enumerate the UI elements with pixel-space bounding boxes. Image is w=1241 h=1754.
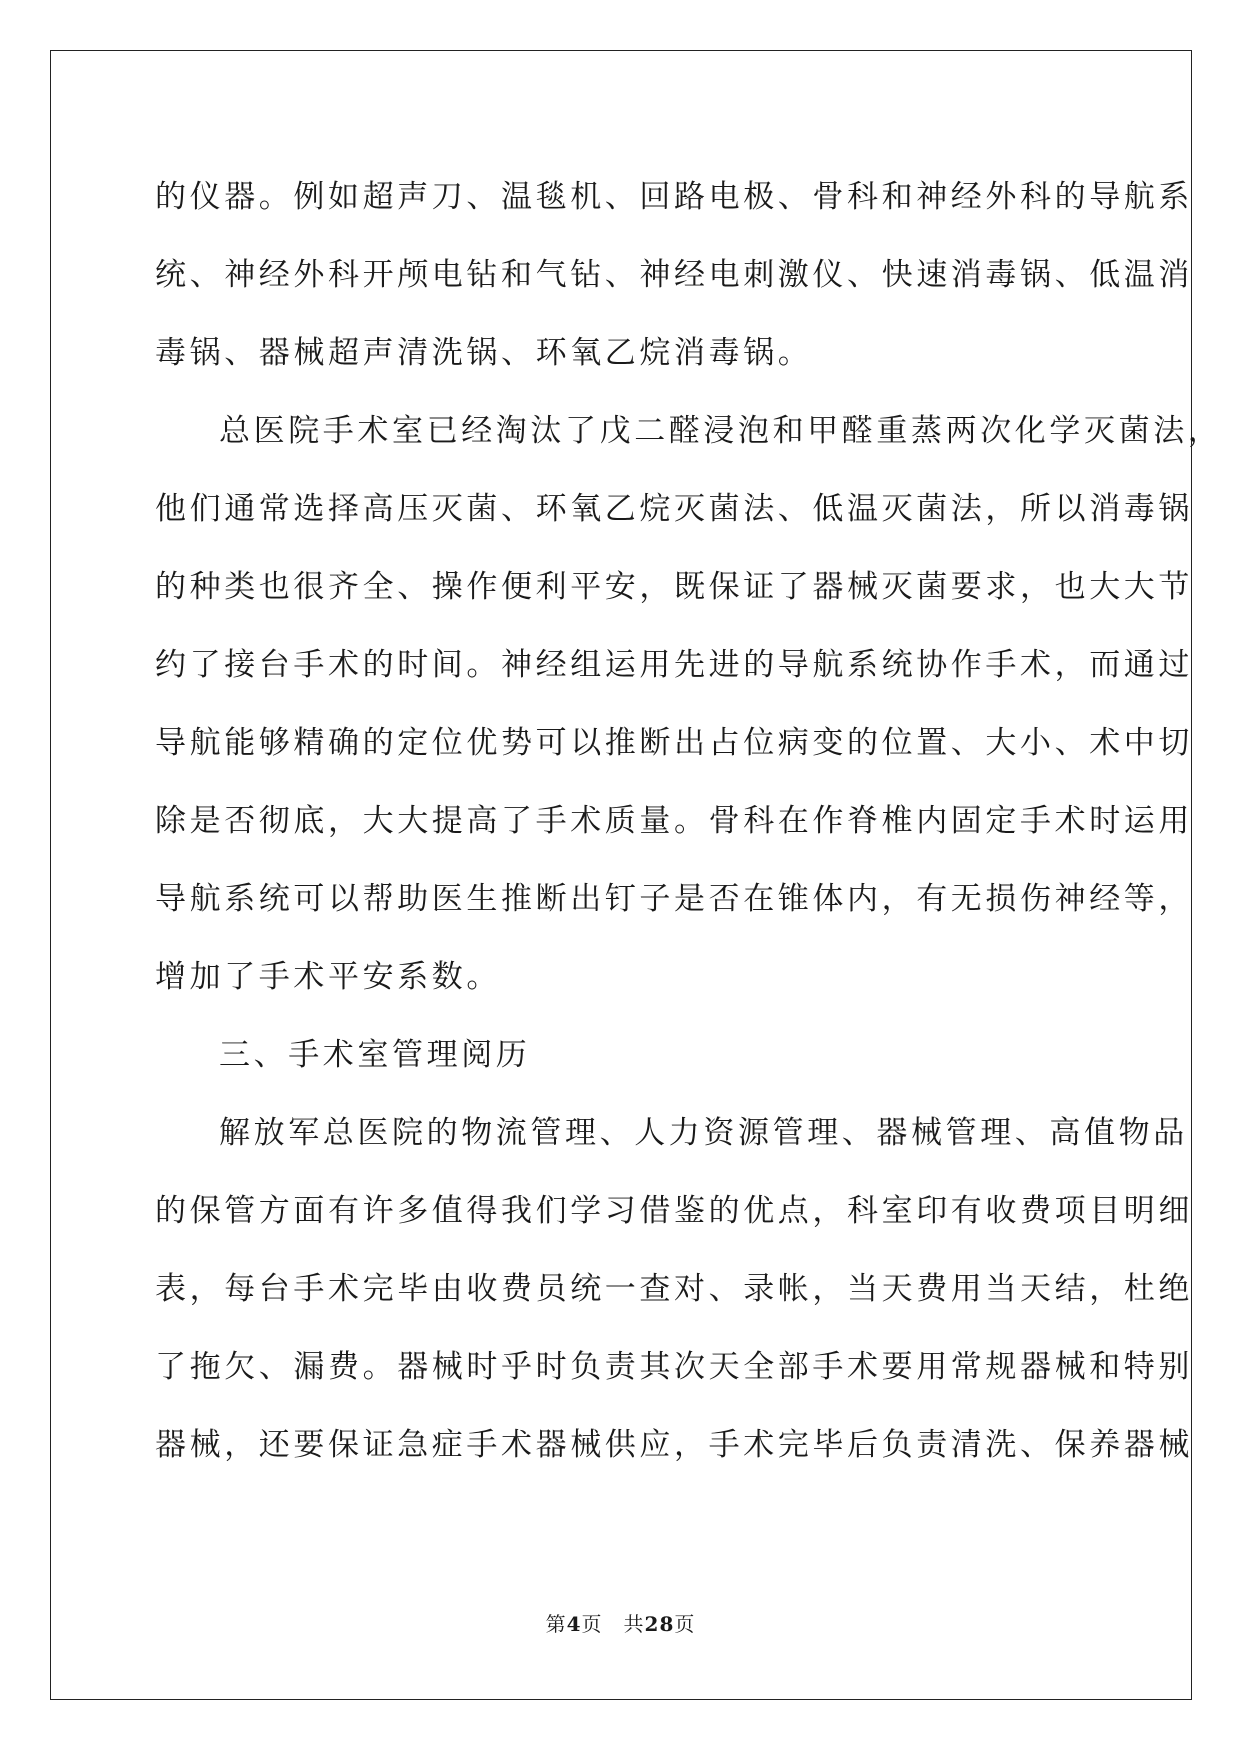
text-line: 统、神经外科开颅电钻和气钻、神经电刺激仪、快速消毒锅、低温消 (155, 257, 1193, 293)
text-line: 的种类也很齐全、操作便利平安，既保证了器械灭菌要求，也大大节 (155, 569, 1193, 605)
page-footer (0, 1608, 1241, 1637)
footer-middle: 页 共 (581, 1612, 645, 1636)
text-line: 三、手术室管理阅历 (219, 1037, 531, 1073)
text-line: 了拖欠、漏费。器械时乎时负责其次天全部手术要用常规器械和特别 (155, 1349, 1193, 1385)
text-line: 表，每台手术完毕由收费员统一查对、录帐，当天费用当天结，杜绝 (155, 1271, 1193, 1307)
text-line: 的保管方面有许多值得我们学习借鉴的优点，科室印有收费项目明细 (155, 1193, 1193, 1229)
text-line: 的仪器。例如超声刀、温毯机、回路电极、骨科和神经外科的导航系 (155, 179, 1193, 215)
text-line: 除是否彻底，大大提高了手术质量。骨科在作脊椎内固定手术时运用 (155, 803, 1193, 839)
text-line: 毒锅、器械超声清洗锅、环氧乙烷消毒锅。 (155, 335, 813, 371)
text-line: 他们通常选择高压灭菌、环氧乙烷灭菌法、低温灭菌法，所以消毒锅 (155, 491, 1193, 527)
text-line: 解放军总医院的物流管理、人力资源管理、器械管理、高值物品 (219, 1115, 1188, 1151)
document-body (155, 158, 1223, 1484)
footer-suffix: 页 (674, 1612, 696, 1636)
text-line: 增加了手术平安系数。 (155, 959, 501, 995)
text-line: 总医院手术室已经淘汰了戊二醛浸泡和甲醛重蒸两次化学灭菌法， (219, 413, 1223, 449)
total-page-count: 28 (644, 1612, 675, 1636)
text-line: 导航系统可以帮助医生推断出钉子是否在锥体内，有无损伤神经等， (155, 881, 1193, 917)
footer-prefix: 第 (545, 1612, 567, 1636)
text-line: 约了接台手术的时间。神经组运用先进的导航系统协作手术，而通过 (155, 647, 1193, 683)
text-line: 器械，还要保证急症手术器械供应，手术完毕后负责清洗、保养器械 (155, 1427, 1193, 1463)
text-line: 导航能够精确的定位优势可以推断出占位病变的位置、大小、术中切 (155, 725, 1193, 761)
current-page-number: 4 (566, 1612, 582, 1636)
